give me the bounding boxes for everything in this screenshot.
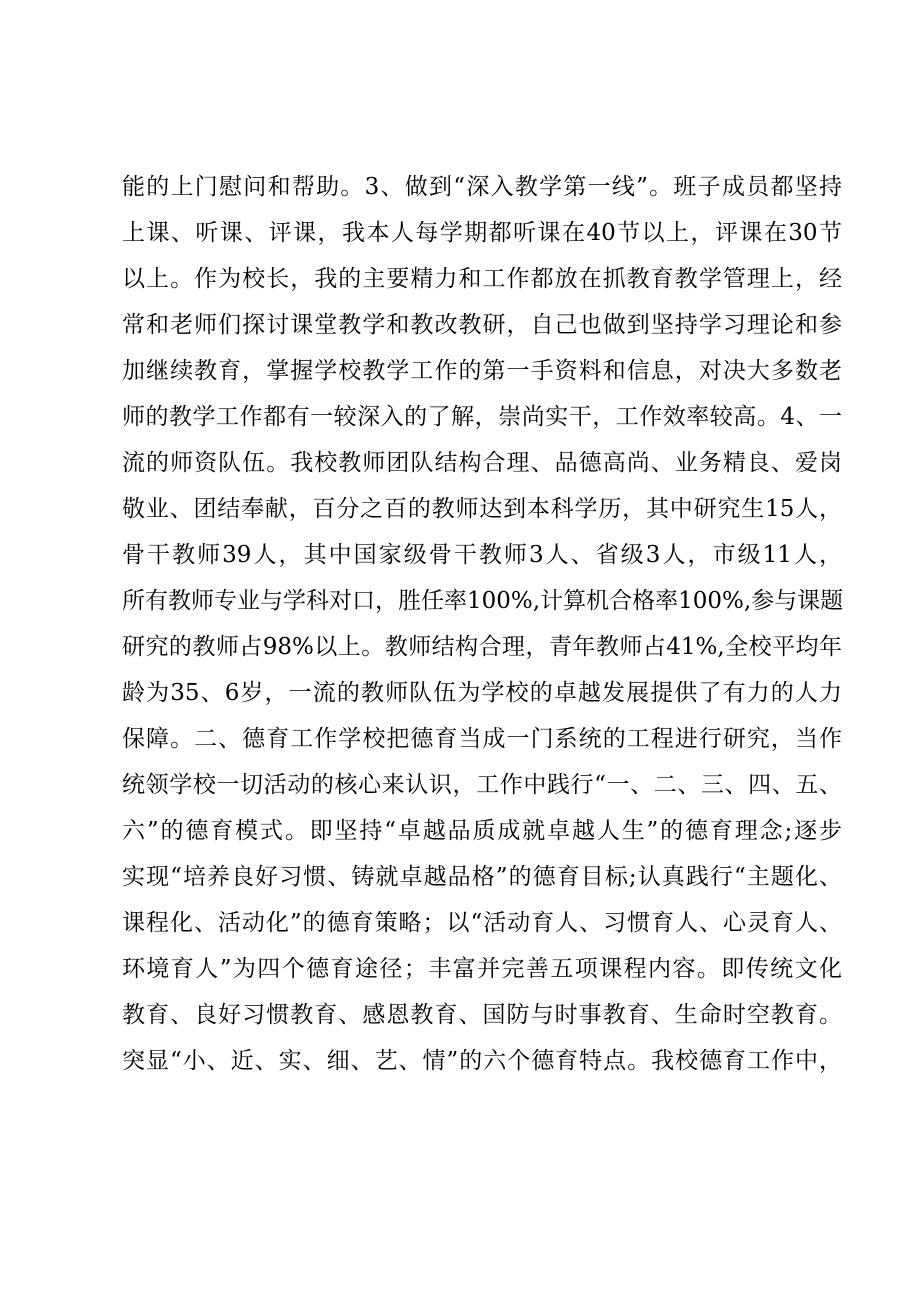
text-line: 研究的教师占98%以上。教师结构合理，青年教师占41%,全校平均年 [122, 634, 842, 660]
text-line: 实现“培养良好习惯、铸就卓越品格”的德育目标;认真践行“主题化、 [122, 864, 842, 890]
text-line: 保障。二、德育工作学校把德育当成一门系统的工程进行研究，当作 [122, 726, 842, 752]
text-line: 龄为35、6岁，一流的教师队伍为学校的卓越发展提供了有力的人力 [122, 680, 842, 706]
text-line: 六”的德育模式。即坚持“卓越品质成就卓越人生”的德育理念;逐步 [122, 818, 842, 844]
text-line: 骨干教师39人，其中国家级骨干教师3人、省级3人，市级11人， [122, 542, 842, 568]
text-line: 师的教学工作都有一较深入的了解，崇尚实干，工作效率较高。4、一 [122, 404, 842, 430]
text-line: 教育、良好习惯教育、感恩教育、国防与时事教育、生命时空教育。 [122, 1002, 842, 1028]
text-line: 所有教师专业与学科对口，胜任率100%,计算机合格率100%,参与课题 [122, 588, 844, 614]
text-line: 环境育人”为四个德育途径；丰富并完善五项课程内容。即传统文化 [122, 956, 842, 982]
text-line: 课程化、活动化”的德育策略；以“活动育人、习惯育人、心灵育人、 [122, 910, 842, 936]
body-text [122, 164, 842, 1084]
text-line: 加继续教育，掌握学校教学工作的第一手资料和信息，对决大多数老 [122, 358, 842, 384]
text-line: 能的上门慰问和帮助。3、做到“深入教学第一线”。班子成员都坚持 [122, 174, 842, 200]
text-line: 突显“小、近、实、细、艺、情”的六个德育特点。我校德育工作中， [122, 1048, 842, 1074]
text-line: 以上。作为校长，我的主要精力和工作都放在抓教育教学管理上，经 [122, 266, 842, 292]
text-line: 流的师资队伍。我校教师团队结构合理、品德高尚、业务精良、爱岗 [122, 450, 842, 476]
text-line: 敬业、团结奉献，百分之百的教师达到本科学历，其中研究生15人， [122, 496, 842, 522]
text-line: 常和老师们探讨课堂教学和教改教研，自己也做到坚持学习理论和参 [122, 312, 842, 338]
text-line: 上课、听课、评课，我本人每学期都听课在40节以上，评课在30节 [122, 220, 842, 246]
text-line: 统领学校一切活动的核心来认识，工作中践行“一、二、三、四、五、 [122, 772, 842, 798]
